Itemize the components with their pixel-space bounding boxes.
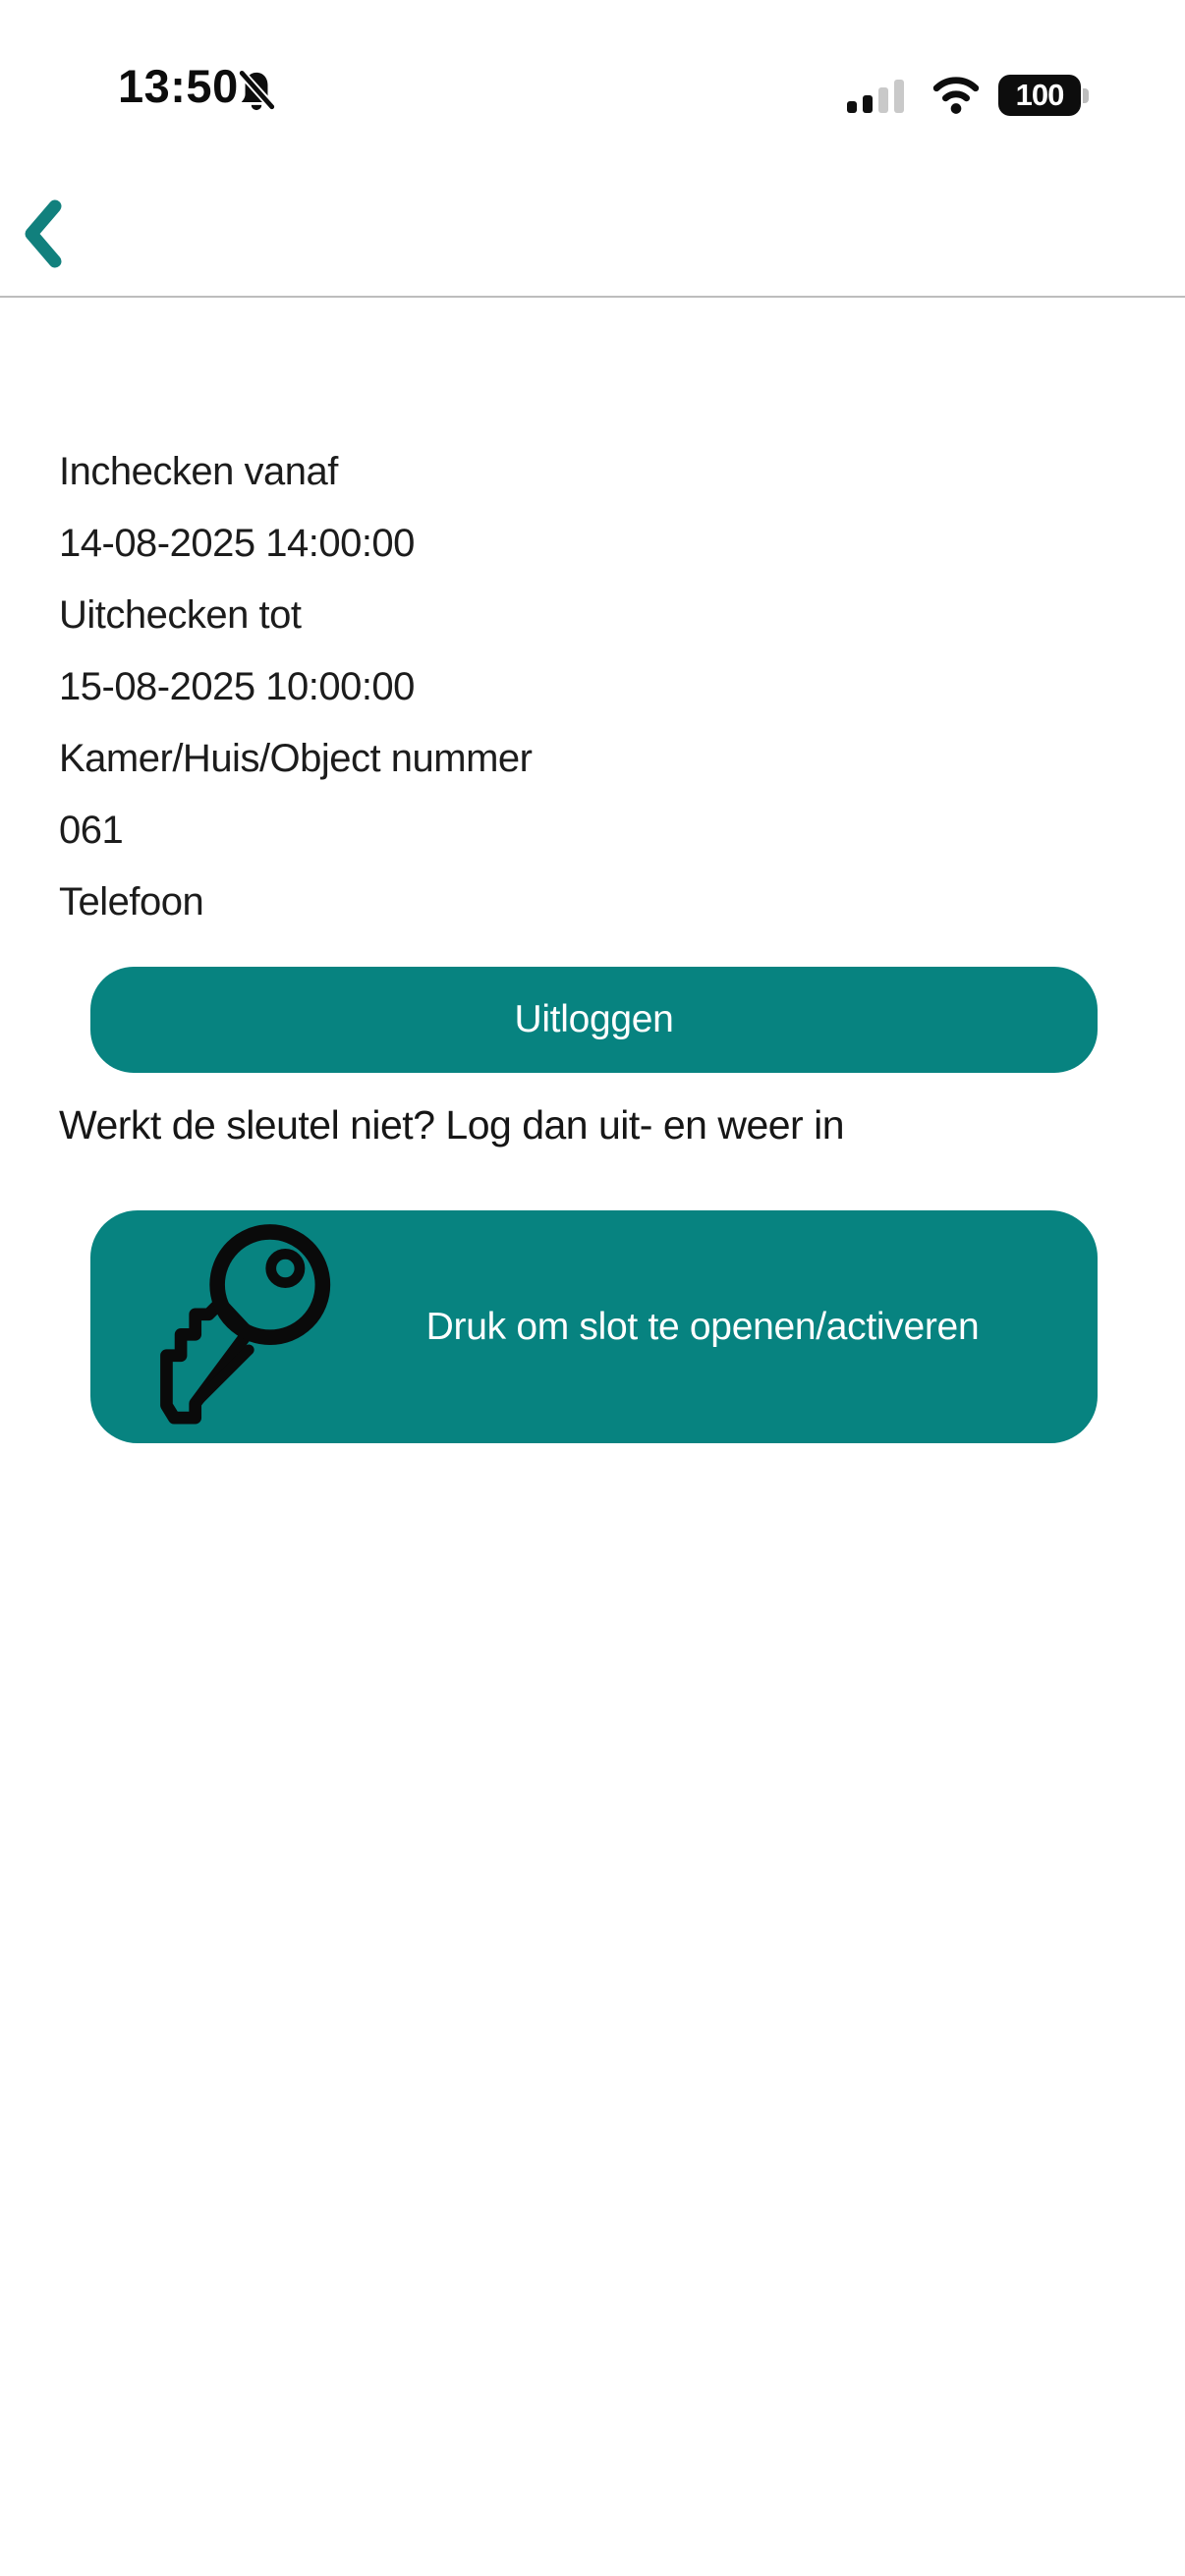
chevron-left-icon [14,187,83,277]
key-icon [145,1221,337,1432]
status-bar [0,0,1185,138]
header-divider [0,296,1185,298]
field-value: 14-08-2025 14:00:00 [59,522,415,565]
back-button[interactable] [14,187,83,277]
field-label: Kamer/Huis/Object nummer [59,737,533,780]
key-hint-text: Werkt de sleutel niet? Log dan uit- en weer in [59,1102,845,1148]
wifi-icon [928,73,985,116]
battery-level: 100 [998,75,1081,116]
open-lock-button-label: Druk om slot te openen/activeren [425,1305,980,1348]
clock: 13:50 [118,60,239,112]
field-value: 15-08-2025 10:00:00 [59,665,415,708]
logout-button[interactable] [90,967,1098,1073]
logout-button-label: Uitloggen [514,998,674,1040]
battery-icon [998,75,1089,116]
bell-slash-icon [236,69,277,114]
field-value: 061 [59,809,124,852]
battery-nub [1083,88,1089,103]
field-label: Inchecken vanaf [59,450,338,493]
field-label: Uitchecken tot [59,593,302,637]
booking-info [59,436,1126,938]
open-lock-button[interactable] [90,1210,1098,1443]
field-label: Telefoon [59,880,204,924]
cellular-signal-icon [847,78,910,113]
